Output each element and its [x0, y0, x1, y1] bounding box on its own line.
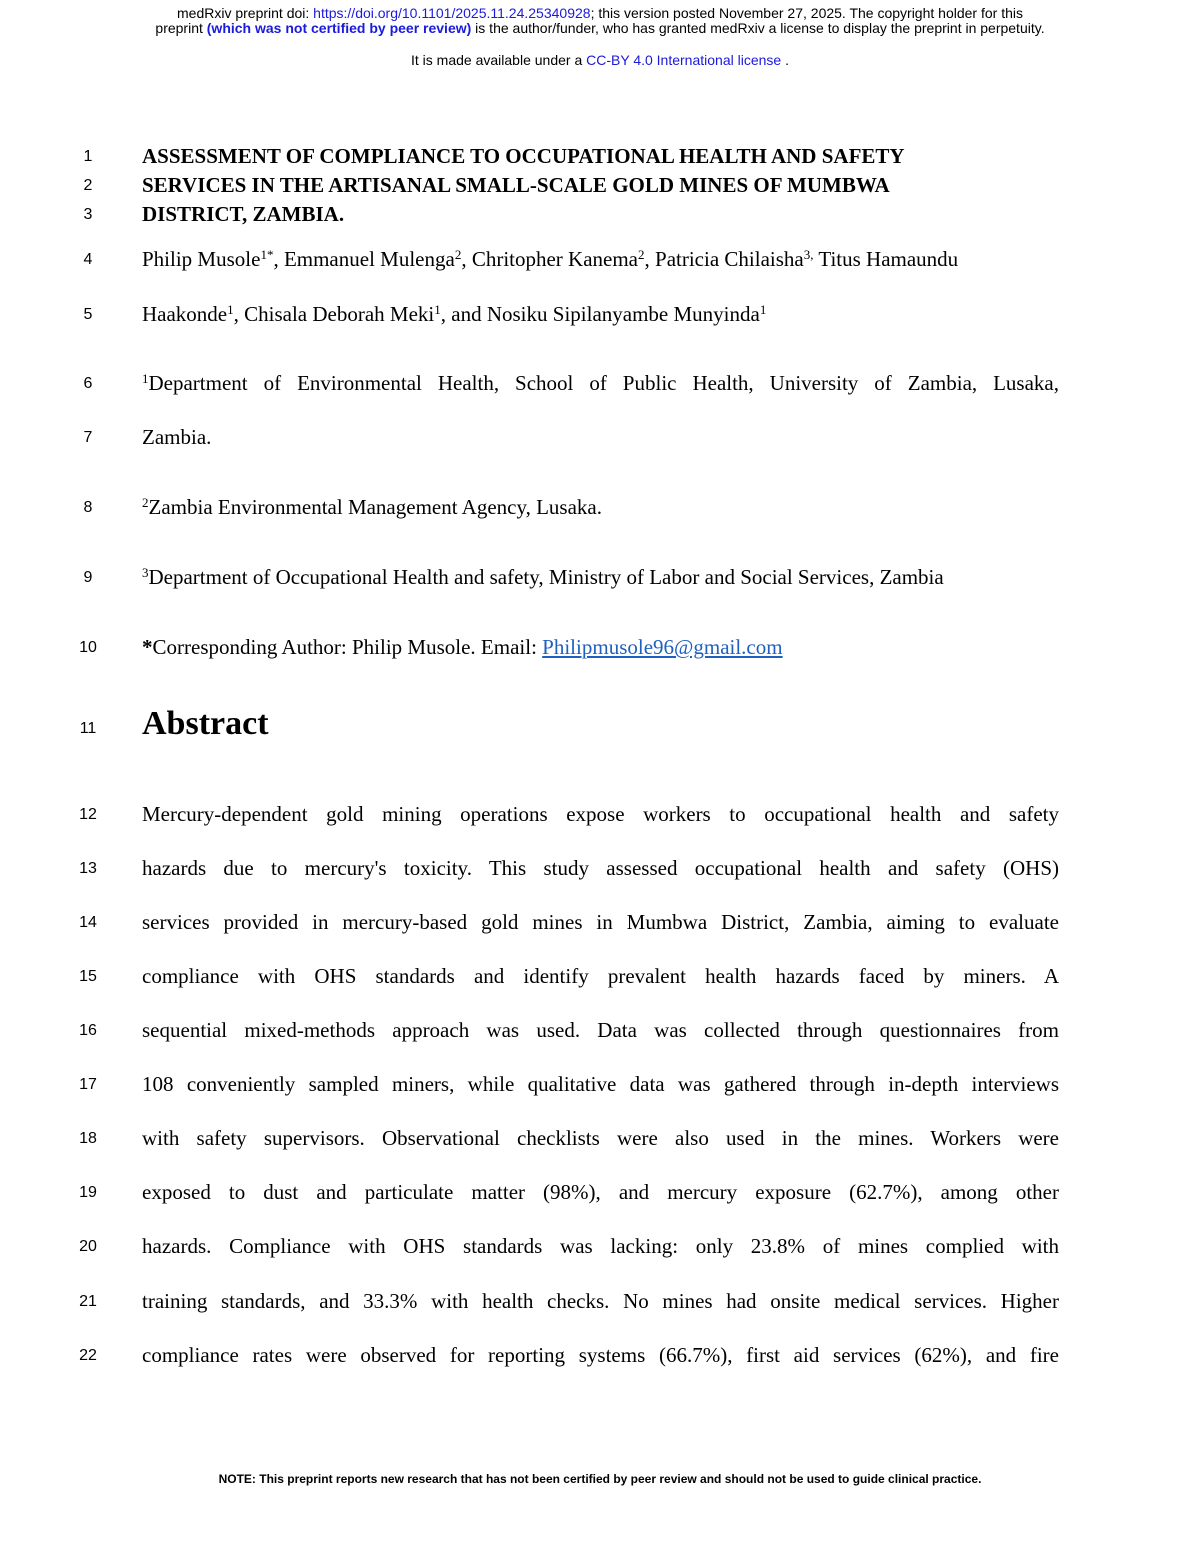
corresponding-label: Corresponding Author: Philip Musole. Email:	[152, 635, 543, 659]
header-doi-label: medRxiv preprint doi:	[177, 5, 314, 21]
author-name: , Chisala Deborah Meki	[233, 302, 435, 326]
affiliation-1-line-2: Zambia.	[142, 425, 212, 449]
doi-link[interactable]: https://doi.org/10.1101/2025.11.24.25340928	[313, 5, 591, 21]
line-number: 8	[83, 499, 93, 516]
paper-title-line-2: SERVICES IN THE ARTISANAL SMALL-SCALE GOLD MINES OF MUMBWA	[142, 173, 890, 197]
corresponding-author	[142, 634, 783, 660]
affiliation-text: Department of Occupational Health and safety, Ministry of Labor and Social Services, Zambia	[148, 565, 944, 589]
author-affiliation-mark: 2	[454, 247, 462, 262]
abstract-line: with safety supervisors. Observational checklists were also used in the mines. Workers were	[142, 1126, 1059, 1150]
line-number: 9	[83, 569, 93, 586]
author-name: Haakonde	[142, 302, 228, 326]
affiliation-mark: 3	[142, 565, 149, 580]
author-affiliation-mark: 2	[638, 247, 645, 262]
line-number: 18	[79, 1130, 97, 1147]
abstract-line: services provided in mercury-based gold mines in Mumbwa District, Zambia, aiming to evaluate	[142, 910, 1059, 934]
header-period: .	[781, 52, 789, 68]
line-number: 21	[79, 1293, 97, 1310]
line-number: 16	[79, 1022, 97, 1039]
abstract-line: compliance rates were observed for reporting systems (66.7%), first aid services (62%), and fire	[142, 1343, 1059, 1367]
preprint-header-line1	[0, 5, 1200, 21]
header-available-text: It is made available under a	[411, 52, 587, 68]
affiliation-mark: 1	[142, 371, 149, 386]
author-affiliation-mark: 1	[227, 302, 234, 317]
email-link[interactable]: Philipmusole96@gmail.com	[542, 635, 783, 659]
paper-title-line-3: DISTRICT, ZAMBIA.	[142, 202, 345, 226]
line-number: 4	[83, 251, 93, 268]
author-name: Titus Hamaundu	[813, 247, 959, 271]
abstract-line: compliance with OHS standards and identify prevalent health hazards faced by miners. A	[142, 964, 1059, 988]
line-number: 15	[79, 968, 97, 985]
author-list-line-2	[142, 301, 766, 327]
line-number: 7	[83, 429, 93, 446]
line-number: 20	[79, 1238, 97, 1255]
line-number: 17	[79, 1076, 97, 1093]
affiliation-3	[142, 564, 944, 590]
abstract-line: hazards. Compliance with OHS standards was lacking: only 23.8% of mines complied with	[142, 1234, 1059, 1258]
paper-title-line-1: ASSESSMENT OF COMPLIANCE TO OCCUPATIONAL HEALTH AND SAFETY	[142, 144, 905, 168]
affiliation-2	[142, 494, 602, 520]
license-link[interactable]: CC-BY 4.0 International license	[586, 52, 782, 68]
abstract-line: exposed to dust and particulate matter (98%), and mercury exposure (62.7%), among other	[142, 1180, 1059, 1204]
affiliation-1-line-1	[142, 370, 1059, 396]
header-preprint-label: preprint	[155, 20, 207, 36]
peer-review-notice: (which was not certified by peer review)	[206, 20, 472, 36]
corresponding-star: *	[142, 635, 153, 659]
line-number: 12	[79, 806, 97, 823]
author-list-line-1	[142, 246, 958, 272]
abstract-line: 108 conveniently sampled miners, while qualitative data was gathered through in-depth interviews	[142, 1072, 1059, 1096]
affiliation-text: Department of Environmental Health, School of Public Health, University of Zambia, Lusaka,	[148, 371, 1059, 395]
line-number: 22	[79, 1347, 97, 1364]
abstract-heading: Abstract	[142, 705, 269, 742]
author-name: , Chritopher Kanema	[461, 247, 639, 271]
preprint-footer-note: NOTE: This preprint reports new research that has not been certified by peer review and should not be used to guide clinical practice.	[218, 1472, 982, 1486]
author-affiliation-mark: 1	[759, 302, 767, 317]
affiliation-text: Zambia Environmental Management Agency, Lusaka.	[148, 495, 602, 519]
line-number: 11	[79, 720, 97, 737]
line-number: 19	[79, 1184, 97, 1201]
line-number: 2	[83, 177, 93, 194]
author-name: , Patricia Chilaisha	[644, 247, 804, 271]
author-name: Philip Musole	[142, 247, 261, 271]
author-affiliation-mark: 1*	[260, 247, 274, 262]
line-number: 1	[83, 148, 93, 165]
abstract-line: training standards, and 33.3% with health checks. No mines had onsite medical services. Higher	[142, 1289, 1059, 1313]
header-license-text: is the author/funder, who has granted medRxiv a license to display the preprint in perpetuity.	[471, 20, 1045, 36]
line-number: 6	[83, 375, 93, 392]
author-name: , and Nosiku Sipilanyambe Munyinda	[440, 302, 760, 326]
abstract-line: Mercury-dependent gold mining operations expose workers to occupational health and safety	[142, 802, 1059, 826]
abstract-line: sequential mixed-methods approach was used. Data was collected through questionnaires from	[142, 1018, 1059, 1042]
author-affiliation-mark: 3,	[803, 247, 814, 262]
line-number: 3	[83, 206, 93, 223]
preprint-header-line2	[0, 20, 1200, 36]
line-number: 13	[79, 860, 97, 877]
header-posted-text: ; this version posted November 27, 2025. The copyright holder for this	[590, 5, 1023, 21]
preprint-header-line3	[0, 52, 1200, 68]
line-number: 5	[83, 306, 93, 323]
author-name: , Emmanuel Mulenga	[273, 247, 455, 271]
affiliation-mark: 2	[142, 495, 149, 510]
line-number: 10	[79, 639, 97, 656]
author-affiliation-mark: 1	[434, 302, 441, 317]
line-number: 14	[79, 914, 97, 931]
abstract-line: hazards due to mercury's toxicity. This study assessed occupational health and safety (OHS)	[142, 856, 1059, 880]
